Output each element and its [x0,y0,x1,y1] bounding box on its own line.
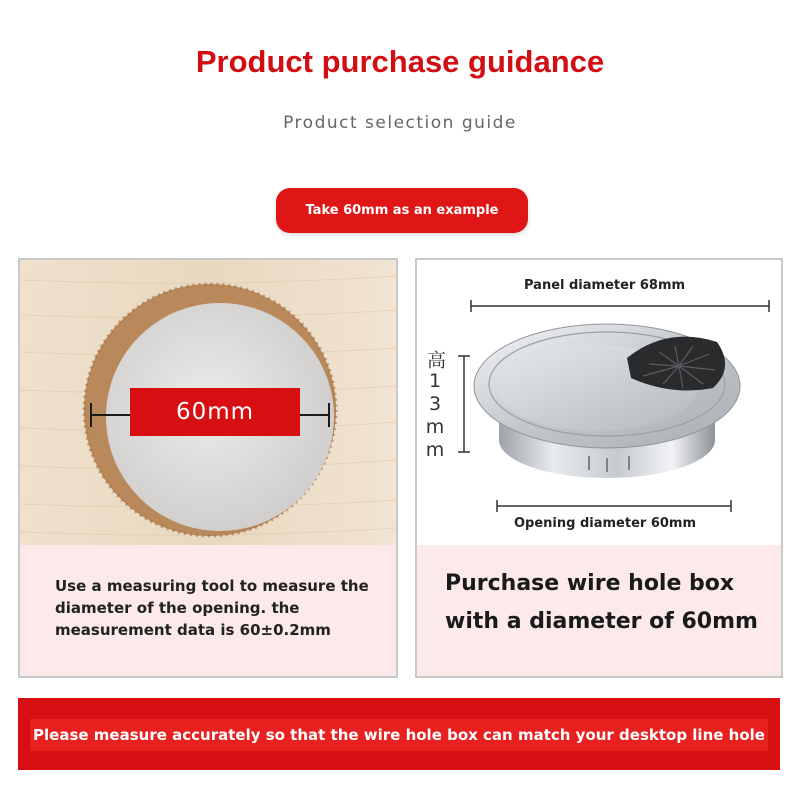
page-title: Product purchase guidance [195,44,605,79]
height-label: 高13mm [424,350,446,462]
page-subtitle: Product selection guide [283,113,517,133]
measurement-label [130,388,300,436]
product-caption-box [417,545,781,678]
footer-banner-inner [30,719,768,751]
measure-caption-box [20,545,396,678]
panel-diameter-label: Panel diameter 68mm [524,278,686,293]
measurement-value: 60mm [175,399,255,425]
measure-caption: Use a measuring tool to measure the diameter of the opening. the measurement data is 60±0.2mm [55,577,369,639]
product-photo [417,260,781,545]
measure-panel [18,258,398,678]
footer-banner [18,698,780,770]
product-panel [415,258,783,678]
footer-banner-text: Please measure accurately so that the wire hole box can match your desktop line hole [33,726,765,744]
product-caption: Purchase wire hole box with a diameter of 60mm [445,571,758,634]
example-badge [276,188,528,233]
example-badge-label: Take 60mm as an example [305,203,499,218]
opening-diameter-label: Opening diameter 60mm [514,516,697,531]
